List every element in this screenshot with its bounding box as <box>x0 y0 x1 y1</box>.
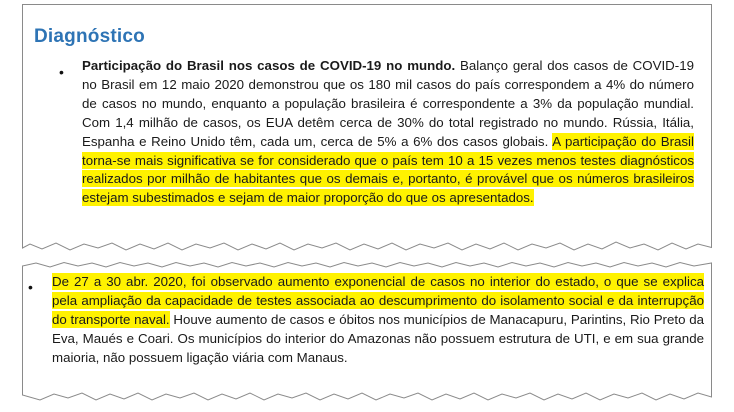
paragraph-body: Houve aumento de casos e óbitos nos municípios de Manacapuru, Parintins, Rio Preto da Eva, Maués e Coari. Os municípios do interior do Amazonas não possuem estrutura de UTI, e em sua grande maioria, não possuem ligação viária com Manaus. <box>52 311 705 365</box>
excerpt-panel-interior <box>22 262 712 402</box>
highlighted-text: A participação do Brasil torna-se mais significativa se for considerado que o país tem 10 a 15 vezes menos testes diagnósticos realizados por milhão de habitantes que os demais e, portanto, é provável que os números brasileiros estejam subestimados e sejam de maior proporção do que os apresentados. <box>82 133 694 206</box>
paragraph-body: Balanço geral dos casos de COVID-19 no Brasil em 12 maio 2020 demonstrou que os 180 mil casos do país correspondem a 4% do número de casos no mundo, enquanto a população brasileira é correspondente a 3% da população mundial. Com 1,4 milhão de casos, os EUA detêm cerca de 30% do total registrado no mundo. Rússia, Itália, Espanha e Reino Unido têm, cada um, cerca de 5% a 6% dos casos globais. <box>82 58 694 149</box>
paragraph-brazil-share <box>82 57 694 208</box>
highlighted-text: De 27 a 30 abr. 2020, foi observado aumento exponencial de casos no interior do estado, o que se explica pela ampliação da capacidade de testes associada ao descumprimento do isolamento social e da interrupção do transporte naval. <box>52 274 704 327</box>
bullet-marker: • <box>59 64 64 80</box>
excerpt-panel-diagnostico <box>22 4 712 248</box>
paragraph-lead: Participação do Brasil nos casos de COVID-19 no mundo. <box>82 58 456 73</box>
paragraph-interior-cases <box>52 273 704 368</box>
bullet-marker: • <box>28 279 33 295</box>
section-heading: Diagnóstico <box>34 26 145 47</box>
